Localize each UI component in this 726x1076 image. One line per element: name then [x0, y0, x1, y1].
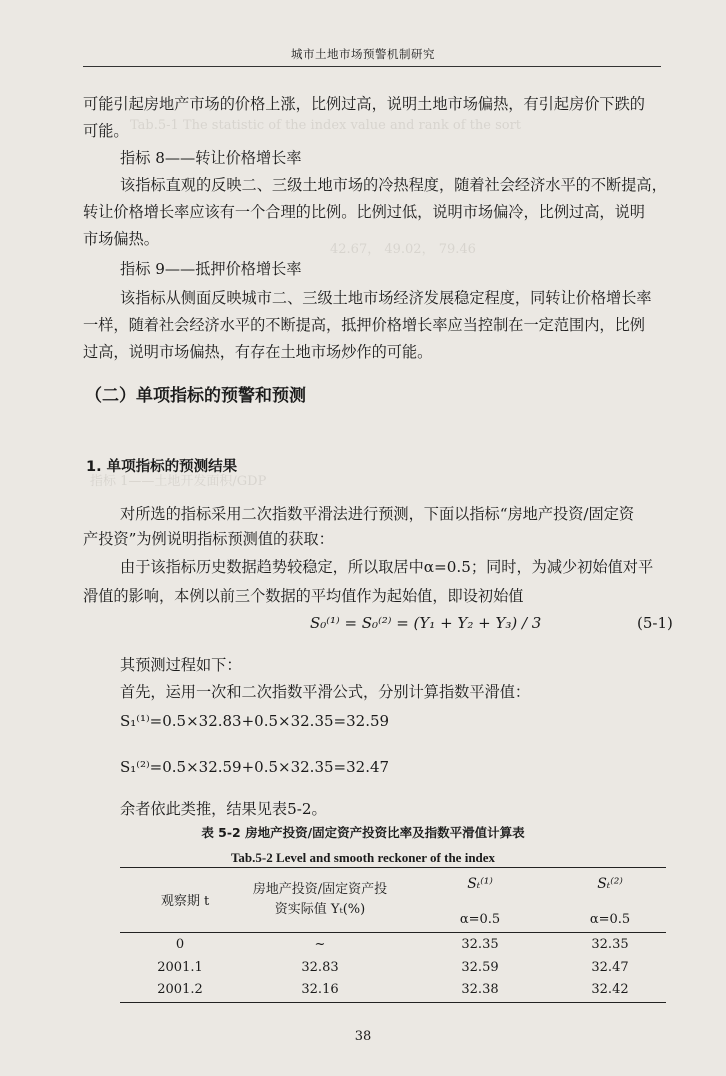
- paragraph-line: 余者依此类推，结果见表5-2。: [120, 800, 327, 818]
- equation-number: (5-1): [637, 614, 673, 632]
- indicator-8-heading: 指标 8——转让价格增长率: [120, 149, 302, 167]
- cell-s1: 32.38: [461, 982, 499, 997]
- calc-line-s1: S₁⁽¹⁾=0.5×32.83+0.5×32.35=32.59: [120, 712, 390, 730]
- paragraph-line: 对所选的指标采用二次指数平滑法进行预测，下面以指标“房地产投资/固定资: [120, 505, 635, 523]
- table-header-actual-l2: 资实际值 Yₜ(%): [274, 902, 366, 917]
- table-header-s1-alpha: α=0.5: [459, 912, 501, 927]
- paragraph-line: 一样，随着社会经济水平的不断提高，抵押价格增长率应当控制在一定范围内，比例: [83, 316, 645, 334]
- cell-s1: 32.35: [461, 937, 499, 952]
- header-rule: [83, 66, 661, 67]
- table-header-actual-l1: 房地产投资/固定资产投: [252, 882, 388, 897]
- paragraph-line: 其预测过程如下：: [120, 656, 242, 674]
- cell-period: 0: [175, 937, 185, 952]
- table-header-period: 观察期 t: [160, 894, 210, 909]
- running-header: 城市土地市场预警机制研究: [291, 47, 435, 61]
- paragraph-line: 该指标直观的反映二、三级土地市场的冷热程度，随着社会经济水平的不断提高，: [120, 176, 667, 194]
- cell-period: 2001.2: [157, 982, 203, 997]
- initial-value-formula: S₀⁽¹⁾ = S₀⁽²⁾ = (Y₁ + Y₂ + Y₃) / 3: [310, 614, 542, 632]
- subsection-heading: 1. 单项指标的预测结果: [86, 459, 238, 475]
- cell-s2: 32.47: [591, 960, 629, 975]
- cell-actual: 32.16: [301, 982, 339, 997]
- table-header-s2: Sₜ⁽²⁾: [597, 876, 623, 892]
- paragraph-line: 该指标从侧面反映城市二、三级土地市场经济发展稳定程度，同转让价格增长率: [120, 289, 652, 307]
- calc-line-s2: S₁⁽²⁾=0.5×32.59+0.5×32.35=32.47: [120, 758, 390, 776]
- cell-actual: ~: [314, 937, 326, 952]
- paragraph-line: 可能。: [83, 122, 129, 140]
- table-header-s1: Sₜ⁽¹⁾: [467, 876, 493, 892]
- table-header-s2-alpha: α=0.5: [589, 912, 631, 927]
- cell-actual: 32.83: [301, 960, 339, 975]
- paragraph-line: 转让价格增长率应该有一个合理的比例。比例过低，说明市场偏冷，比例过高，说明: [83, 203, 645, 221]
- paragraph-line: 过高，说明市场偏热，有存在土地市场炒作的可能。: [83, 343, 433, 361]
- cell-s2: 32.42: [591, 982, 629, 997]
- paragraph-line: 可能引起房地产市场的价格上涨，比例过高，说明土地市场偏热，有引起房价下跌的: [83, 95, 645, 113]
- indicator-9-heading: 指标 9——抵押价格增长率: [120, 260, 302, 278]
- table-bottom-rule: [120, 1002, 666, 1003]
- page-number: 38: [354, 1029, 372, 1044]
- table-caption-cn: 表 5-2 房地产投资/固定资产投资比率及指数平滑值计算表: [201, 825, 525, 840]
- table-caption-en: Tab.5-2 Level and smooth reckoner of the index: [230, 850, 496, 865]
- table-header-rule: [120, 932, 666, 933]
- paragraph-line: 市场偏热。: [83, 230, 159, 248]
- paragraph-line: 由于该指标历史数据趋势较稳定，所以取居中α=0.5；同时，为减少初始值对平: [120, 558, 654, 576]
- table-top-rule: [120, 867, 666, 868]
- paragraph-line: 首先，运用一次和二次指数平滑公式，分别计算指数平滑值：: [120, 683, 531, 701]
- cell-s2: 32.35: [591, 937, 629, 952]
- paragraph-line: 滑值的影响，本例以前三个数据的平均值作为起始值，即设初始值: [83, 587, 524, 605]
- cell-period: 2001.1: [157, 960, 203, 975]
- cell-s1: 32.59: [461, 960, 499, 975]
- section-heading: （二）单项指标的预警和预测: [85, 386, 306, 406]
- paragraph-line: 产投资”为例说明指标预测值的获取：: [83, 530, 334, 548]
